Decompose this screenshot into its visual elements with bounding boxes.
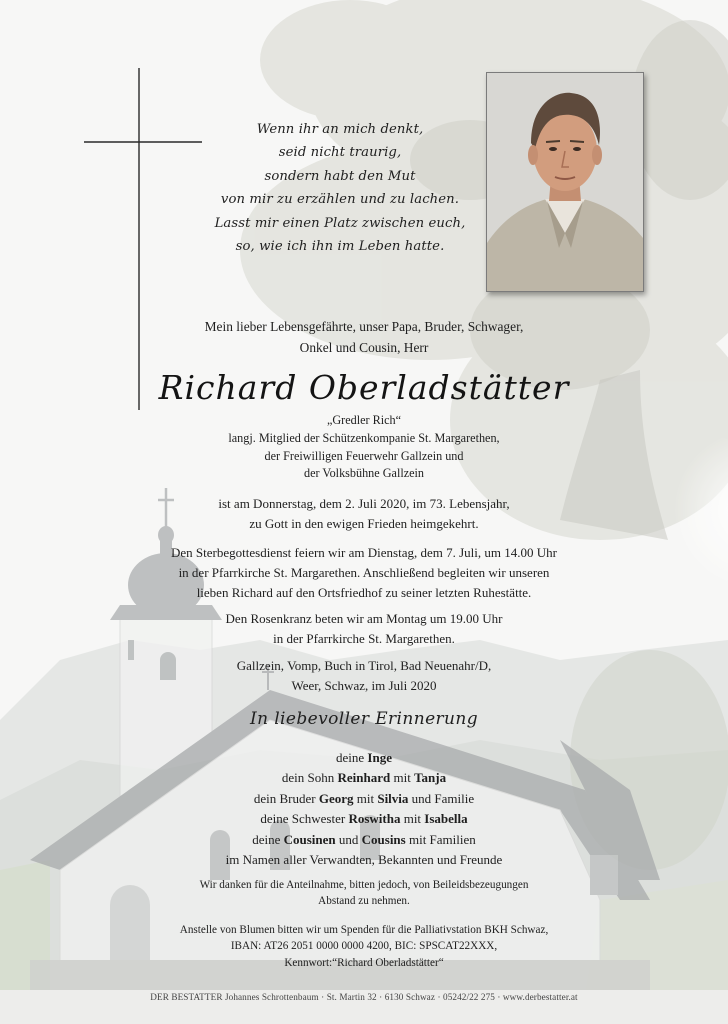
- deceased-name: Richard Oberladstätter: [158, 368, 570, 407]
- funeral-home-address: Johannes Schrottenbaum · St. Martin 32 · 6130 Schwaz · 05242/22 275 · www.derbestatter.at: [222, 992, 578, 1002]
- funeral-line: lieben Richard auf den Ortsfriedhof zu seiner letzten Ruhestätte.: [196, 585, 532, 600]
- poem-line: Lasst mir einen Platz zwischen euch,: [214, 215, 466, 231]
- poem-line: von mir zu erzählen und zu lachen.: [220, 192, 460, 208]
- poem-line: Wenn ihr an mich denkt,: [256, 122, 424, 137]
- family-line: im Namen aller Verwandten, Bekannten und Freunde: [225, 852, 503, 868]
- portrait-illustration: [487, 73, 643, 291]
- affiliations: [0, 412, 728, 483]
- donation-line: Kennwort:“Richard Oberladstätter“: [284, 956, 444, 969]
- thanks-note: [0, 877, 728, 910]
- affiliation-line: „Gredler Rich“: [326, 413, 402, 427]
- donation-line: IBAN: AT26 2051 0000 0000 4200, BIC: SPSCAT22XXX,: [230, 940, 498, 953]
- family-member-name: Reinhard: [337, 770, 391, 786]
- poem-line: sondern habt den Mut: [264, 168, 416, 184]
- family-member-name: Inge: [367, 750, 392, 765]
- family-line: deine Schwester Roswitha mit Isabella: [260, 811, 468, 827]
- funeral-home-name: DER BESTATTER: [150, 992, 223, 1002]
- funeral-line: Den Sterbegottesdienst feiern wir am Dienstag, dem 7. Juli, um 14.00 Uhr: [171, 545, 557, 560]
- poem-line: so, wie ich ihn im Leben hatte.: [235, 239, 445, 255]
- affiliation-line: der Volksbühne Gallzein: [303, 466, 425, 481]
- memorial-poem: [205, 118, 475, 258]
- family-line: dein Bruder Georg mit Silvia und Familie: [253, 790, 475, 806]
- rosary-line: in der Pfarrkirche St. Margarethen.: [273, 631, 455, 646]
- family-line: deine Cousinen und Cousins mit Familien: [252, 831, 476, 847]
- donation-note: [0, 922, 728, 971]
- donation-line: Anstelle von Blumen bitten wir um Spenden für die Palliativstation BKH Schwaz,: [179, 924, 549, 936]
- family-line: dein Sohn Reinhard mit Tanja: [281, 770, 447, 786]
- remembrance-heading: In liebevoller Erinnerung: [249, 709, 479, 729]
- death-notice: [0, 494, 728, 534]
- funeral-details: [0, 543, 728, 603]
- family-member-name: Cousins: [361, 831, 406, 847]
- family-member-name: Cousinen: [283, 831, 336, 847]
- places-line: Weer, Schwaz, im Juli 2020: [291, 678, 437, 693]
- thanks-line: Abstand zu nehmen.: [318, 895, 410, 908]
- thanks-line: Wir danken für die Anteilnahme, bitten jedoch, von Beileidsbezeugungen: [199, 879, 529, 891]
- affiliation-line: langj. Mitglied der Schützenkompanie St. Margarethen,: [228, 430, 500, 445]
- rosary-details: [0, 609, 728, 649]
- affiliation-line: der Freiwilligen Feuerwehr Gallzein und: [264, 448, 464, 463]
- family-member-name: Isabella: [424, 811, 468, 827]
- death-notice-line: ist am Donnerstag, dem 2. Juli 2020, im 73. Lebensjahr,: [218, 496, 510, 511]
- cross-icon: [84, 68, 202, 410]
- intro-line: Mein lieber Lebensgefährte, unser Papa, Bruder, Schwager,: [204, 319, 524, 334]
- portrait-photo: [486, 72, 644, 292]
- intro-line: Onkel und Cousin, Herr: [299, 340, 429, 355]
- intro-text: [0, 316, 728, 358]
- family-list: [0, 748, 728, 870]
- places-and-date: [0, 656, 728, 696]
- family-member-name: Georg: [318, 790, 354, 806]
- family-member-name: Tanja: [414, 770, 447, 786]
- family-line: deine Inge: [336, 750, 392, 765]
- poem-line: seid nicht traurig,: [278, 145, 402, 161]
- rosary-line: Den Rosenkranz beten wir am Montag um 19.00 Uhr: [225, 611, 503, 626]
- family-member-name: Roswitha: [348, 811, 401, 827]
- death-notice-line: zu Gott in den ewigen Frieden heimgekehrt.: [249, 516, 479, 531]
- family-member-name: Silvia: [377, 790, 409, 806]
- funeral-line: in der Pfarrkirche St. Margarethen. Anschließend begleiten wir unseren: [178, 565, 550, 580]
- funeral-home-footer: [0, 992, 728, 1002]
- places-line: Gallzein, Vomp, Buch in Tirol, Bad Neuenahr/D,: [236, 658, 492, 673]
